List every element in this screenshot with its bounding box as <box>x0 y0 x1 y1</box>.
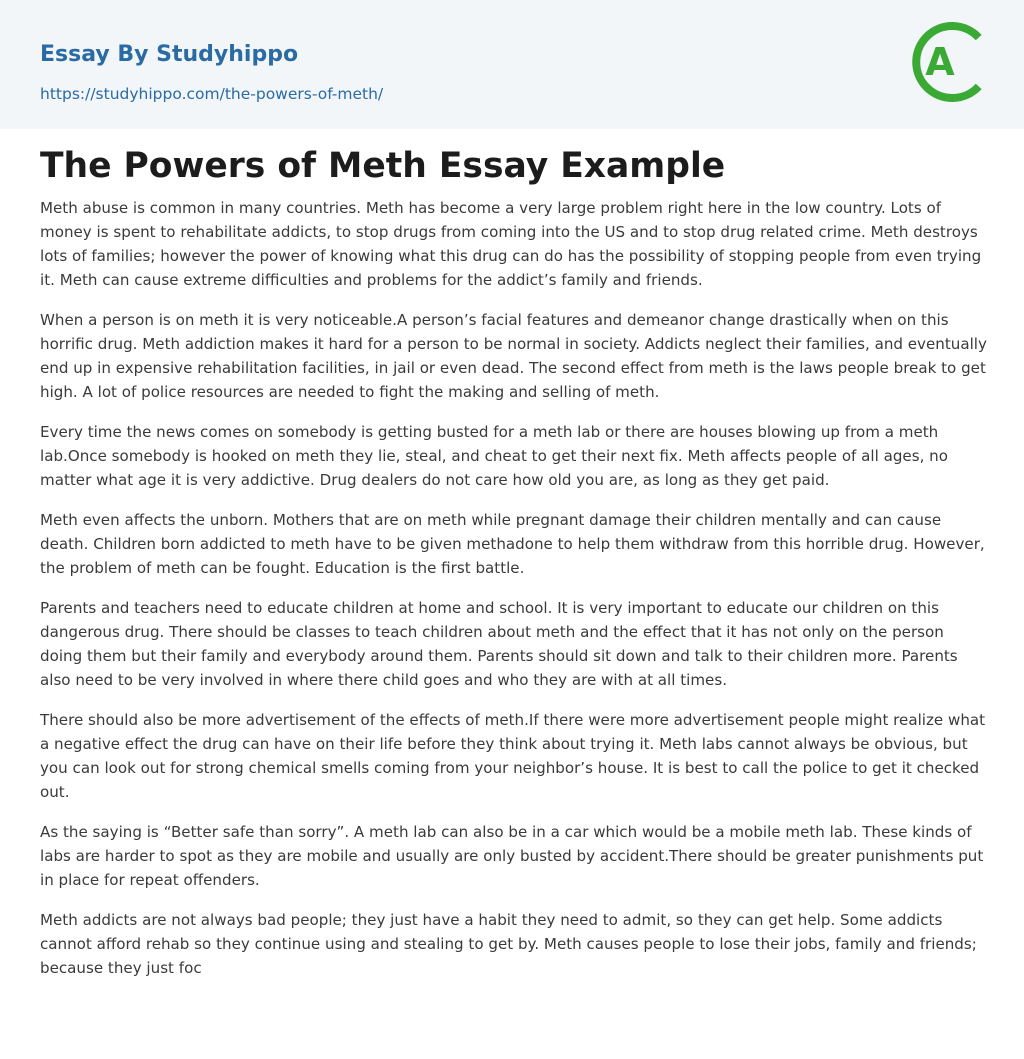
essay-paragraph: There should also be more advertisement of the effects of meth.If there were more advertisement people might realize what a negative effect the drug can have on their life before they think about trying it. Meth labs cannot always be obvious, but you can look out for strong chemical smells coming from your neighbor’s house. It is best to call the police to get it checked out. <box>40 711 986 801</box>
essay-body <box>40 196 988 996</box>
essay-paragraph: Every time the news comes on somebody is getting busted for a meth lab or there are houses blowing up from a meth lab.Once somebody is hooked on meth they lie, steal, and cheat to get their next fix. Meth affects people of all ages, no matter what age it is very addictive. Drug dealers do not care how old you are, as long as they get paid. <box>40 423 948 489</box>
essay-paragraph: Parents and teachers need to educate children at home and school. It is very important to educate our children on this dangerous drug. There should be classes to teach children about meth and the effect that it has not only on the person doing them but their family and everybody around them. Parents should sit down and talk to their children more. Parents also need to be very involved in where there child goes and who they are with at all times. <box>40 599 958 689</box>
essay-url-link[interactable]: https://studyhippo.com/the-powers-of-meth/ <box>40 85 384 103</box>
page-title: The Powers of Meth Essay Example <box>40 146 726 186</box>
essay-paragraph: Meth even affects the unborn. Mothers that are on meth while pregnant damage their children mentally and can cause death. Children born addicted to meth have to be given methadone to help them withdraw from this horrible drug. However, the problem of meth can be fought. Education is the first battle. <box>40 511 985 577</box>
essay-paragraph: When a person is on meth it is very noticeable.A person’s facial features and demeanor change drastically when on this horrific drug. Meth addiction makes it hard for a person to be normal in society. Addicts neglect their families, and eventually end up in expensive rehabilitation facilities, in jail or even dead. The second effect from meth is the laws people break to get high. A lot of police resources are needed to fight the making and selling of meth. <box>40 311 987 401</box>
essay-paragraph: As the saying is “Better safe than sorry”. A meth lab can also be in a car which would be a mobile meth lab. These kinds of labs are harder to spot as they are mobile and usually are only busted by accident.There should be greater punishments put in place for repeat offenders. <box>40 823 984 889</box>
site-header <box>0 0 1024 129</box>
logo-letter: A <box>925 40 955 84</box>
site-brand[interactable]: Essay By Studyhippo <box>40 42 299 67</box>
essay-paragraph: Meth abuse is common in many countries. Meth has become a very large problem right here in the low country. Lots of money is spent to rehabilitate addicts, to stop drugs from coming into the US and to stop drug related crime. Meth destroys lots of families; however the power of knowing what this drug can do has the possibility of stopping people from even trying it. Meth can cause extreme difficulties and problems for the addict’s family and friends. <box>40 199 982 289</box>
studyhippo-logo-icon[interactable] <box>912 18 988 106</box>
essay-paragraph: Meth addicts are not always bad people; they just have a habit they need to admit, so they can get help. Some addicts cannot afford rehab so they continue using and stealing to get by. Meth causes people to lose their jobs, family and friends; because they just foc <box>40 911 977 977</box>
